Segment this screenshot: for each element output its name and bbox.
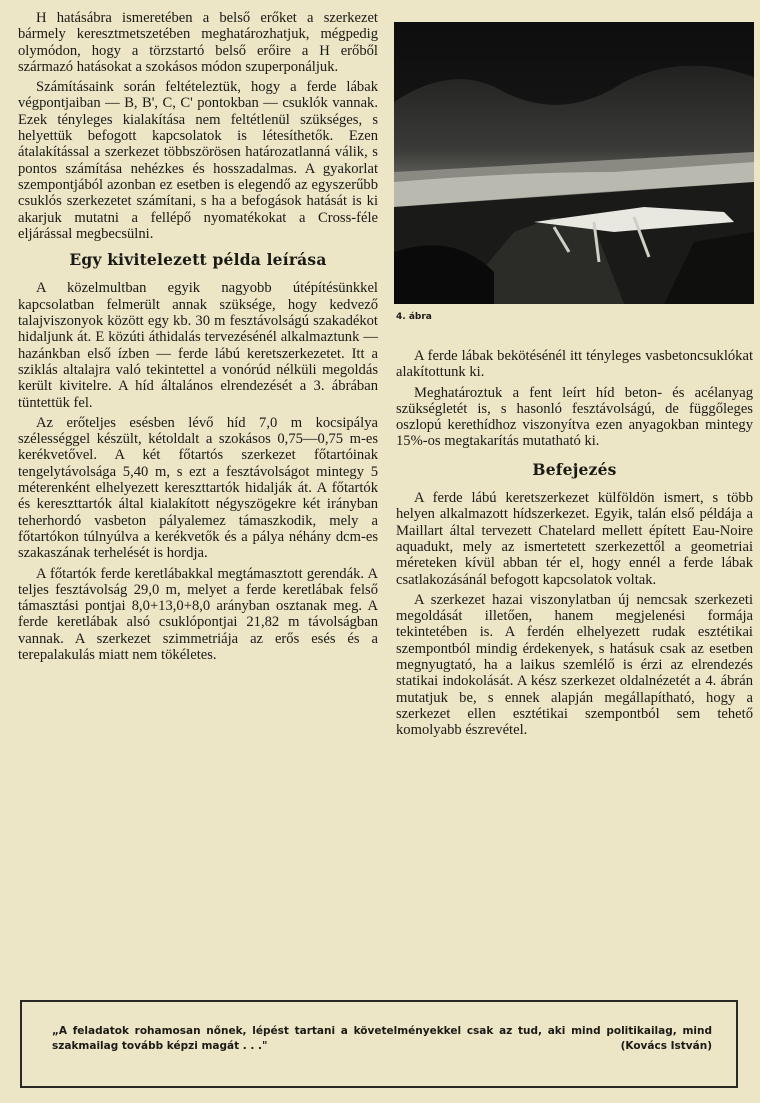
quote-text: „A feladatok rohamosan nőnek, lépést tartani a követelményekkel csak az tud, aki mind politikailag, mind szakmailag tovább képzi magát . . ." [52,1025,712,1052]
paragraph: A főtartók ferde keretlábakkal megtámasztott gerendák. A teljes fesztávolság 29,0 m, melyet a ferde keretlábak felső támasztási pontjai 8,0+13,0+8,0 arányban osztanak meg. A ferde keretlábak alsó csuklópontjai 21,82 m távolságban vannak. A szerkezet szimmetriája az erős esés és a terepalakulás miatt nem tökéletes. [18,565,378,663]
quote [52,1024,712,1054]
left-column [18,10,378,667]
figure-caption: 4. ábra [396,312,432,322]
section-heading: Befejezés [532,459,617,479]
paragraph: A ferde lábú keretszerkezet külföldön ismert, s több helyen alkalmazott hídszerkezet. Egyik, talán első példája a Maillart által tervezett Chatelard mellett épített Eau-Noire aquadukt, mely az ismertetett szerkezettől a geometriai méreteken kívül abban tér el, hogy ennél a ferde lábak csatlakozásánál befogott kapcsolatok voltak. [396,490,753,588]
paragraph: A közelmultban egyik nagyobb útépítésünkkel kapcsolatban felmerült annak szüksége, hogy kedvező talajviszonyok között egy kb. 30 m fesztávolságú szakadékot hidaljunk át. E közúti áthidalás tervezésénél alkalmaztunk — hazánkban első ízben — ferde lábú keretszerkezetet. Itt a sziklás altalajra való tekintettel a vonórúd nélküli megoldás került kivitelre. A híd általános elrendezését a 3. ábrában tüntettük fel. [18,280,378,411]
paragraph: Számításaink során feltételeztük, hogy a ferde lábak végpontjaiban — B, B', C, C' pontokban — csuklók vannak. Ezek tényleges kialakítása nem feltétlenül szükséges, s helyettük befogott kapcsolatok is létesíthetők. Ezen átalakítással a szerkezet többszörösen határozatlanná válik, s pontos számítása nehézkes és hosszadalmas. A gyakorlat szempontjából azonban ez esetben is elegendő az egyszerűbb csuklós szerkezetet számítani, s ha a befogások hatását is ki akarjuk mutatni a fellépő nyomatékokat a Cross-féle eljárással megbecsülni. [18,79,378,242]
bridge-photo [394,22,754,304]
section-heading: Egy kivitelezett példa leírása [69,250,327,270]
paragraph: H hatásábra ismeretében a belső erőket a szerkezet bármely keresztmetszetében meghatározhatjuk, mégpedig olymódon, hogy a törzstartó belső erőire a H erőből származó hatásokat a szokásos módon szuperponáljuk. [18,10,378,75]
quote-author: (Kovács István) [620,1040,712,1052]
quote-box [20,1000,738,1088]
right-column [396,348,753,743]
paragraph: A ferde lábak bekötésénél itt tényleges vasbetoncsuklókat alakítottunk ki. [396,348,753,381]
paragraph: A szerkezet hazai viszonylatban új nemcsak szerkezeti megoldását illetően, hanem megjelenési formája tekintetében is. A ferdén elhelyezett rudak esztétikai szempontból mindig érdekenyek, s hatásuk csak az esetben megnyugtató, ha a laikus szemlélő is érzi az elrendezés statikai indokolását. A kész szerkezet oldalnézetét a 4. ábrán mutatjuk be, s ennek alapján megállapítható, hogy a szerkezet ellen esztétikai szempontból sem tehető komolyabb észrevétel. [396,591,753,739]
paragraph: Meghatároztuk a fent leírt híd beton- és acélanyag szükségletét is, s hasonló fesztávolságú, de függőleges oszlopú kerethídhoz viszonyítva ezen anyagokban mintegy 15%-os megtakarítás mutatható ki. [396,384,753,450]
paragraph: Az erőteljes esésben lévő híd 7,0 m kocsipálya szélességgel készült, kétoldalt a szokásos 0,75—0,75 m-es kerékvetővel. A két főtartós szerkezet főtartóinak tengelytávolsága 5,40 m, s ezt a fesztávolságot mintegy 5 méterenként elhelyezett kereszttartók hidalják át. A főtartók és kereszttartók által kialakított négyszögekre két irányban teherhordó vasbeton pályalemez támaszkodik, mely a főtartókon túlnyúlva a kerékvetők és a pálya néhány dcm-es szakaszának terhelését is hordja. [18,414,378,562]
bridge-photo-image [394,22,754,304]
